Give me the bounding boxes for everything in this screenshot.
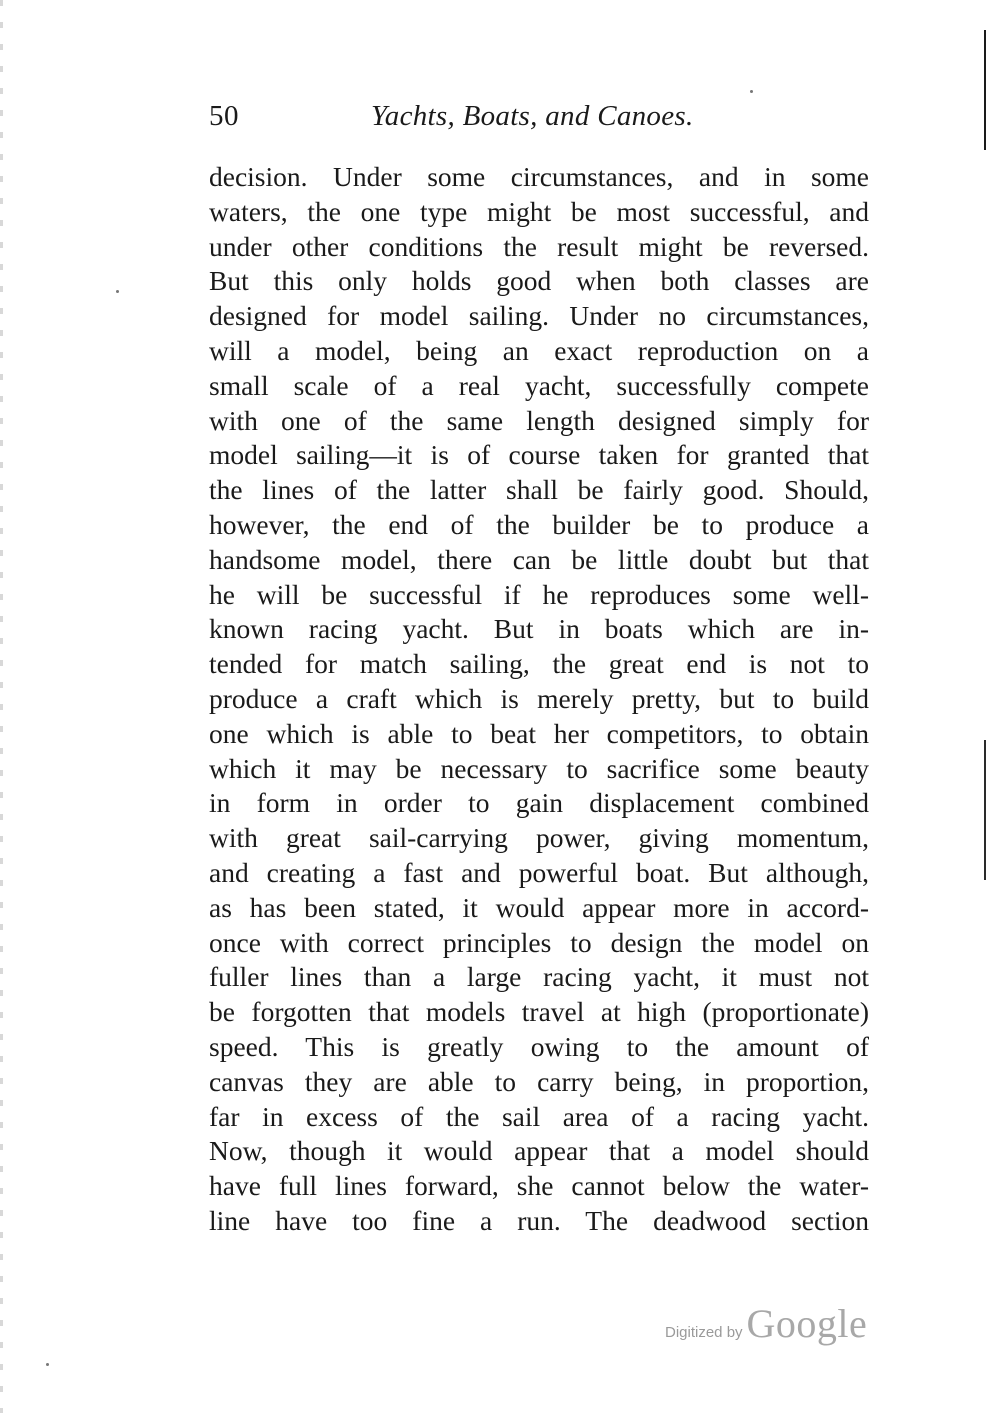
text-line: and creating a fast and powerful boat. But although, (209, 856, 869, 888)
text-line: canvas they are able to carry being, in proportion, (209, 1065, 869, 1097)
text-line: waters, the one type might be most successful, and (209, 195, 869, 227)
text-line: however, the end of the builder be to produce a (209, 508, 869, 540)
scan-speck (116, 290, 119, 293)
scan-speck (46, 1363, 49, 1366)
running-header (209, 100, 869, 140)
text-line: small scale of a real yacht, successfully compete (209, 369, 869, 401)
scan-edge-left (0, 0, 3, 1413)
text-line: one which is able to beat her competitors, to obtain (209, 717, 869, 749)
text-line: decision. Under some circumstances, and in some (209, 161, 869, 192)
text-line: model sailing—it is of course taken for granted that (209, 439, 869, 471)
text-line: in form in order to gain displacement combined (209, 787, 869, 819)
text-line: designed for model sailing. Under no circumstances, (209, 300, 869, 332)
text-line: speed. This is greatly owing to the amount of (209, 1030, 869, 1062)
text-line: fuller lines than a large racing yacht, it must not (209, 961, 869, 993)
scan-speck (750, 90, 753, 93)
body-text (209, 160, 869, 1239)
text-line: once with correct principles to design the model on (209, 926, 869, 958)
text-line: known racing yacht. But in boats which are in- (209, 613, 869, 645)
text-line: as has been stated, it would appear more in accord- (209, 891, 869, 923)
text-line: with great sail-carrying power, giving momentum, (209, 822, 869, 854)
text-line: the lines of the latter shall be fairly good. Should, (209, 474, 869, 506)
text-line: which it may be necessary to sacrifice some beauty (209, 752, 869, 784)
text-line: have full lines forward, she cannot below the water- (209, 1170, 869, 1202)
scan-edge-right-mark (984, 740, 986, 880)
scan-edge-right-mark (984, 30, 986, 150)
page-number: 50 (209, 100, 239, 132)
watermark-brand: Google (746, 1301, 868, 1346)
text-line: he will be successful if he reproduces some well- (209, 578, 869, 610)
digitized-watermark (665, 1300, 867, 1350)
text-line: tended for match sailing, the great end is not to (209, 648, 869, 680)
watermark-prefix: Digitized by (665, 1324, 743, 1341)
text-line: with one of the same length designed simply for (209, 404, 869, 436)
text-line: produce a craft which is merely pretty, but to build (209, 682, 869, 714)
running-title: Yachts, Boats, and Canoes. (371, 100, 694, 132)
text-line: far in excess of the sail area of a racing yacht. (209, 1100, 869, 1132)
text-line: be forgotten that models travel at high (proportionate) (209, 996, 869, 1028)
text-line: handsome model, there can be little doubt but that (209, 543, 869, 575)
text-line: But this only holds good when both classes are (209, 265, 869, 297)
text-line: under other conditions the result might be reversed. (209, 230, 869, 262)
text-line: line have too fine a run. The deadwood section (209, 1204, 869, 1236)
text-line: will a model, being an exact reproduction on a (209, 334, 869, 366)
text-line: Now, though it would appear that a model should (209, 1135, 869, 1167)
